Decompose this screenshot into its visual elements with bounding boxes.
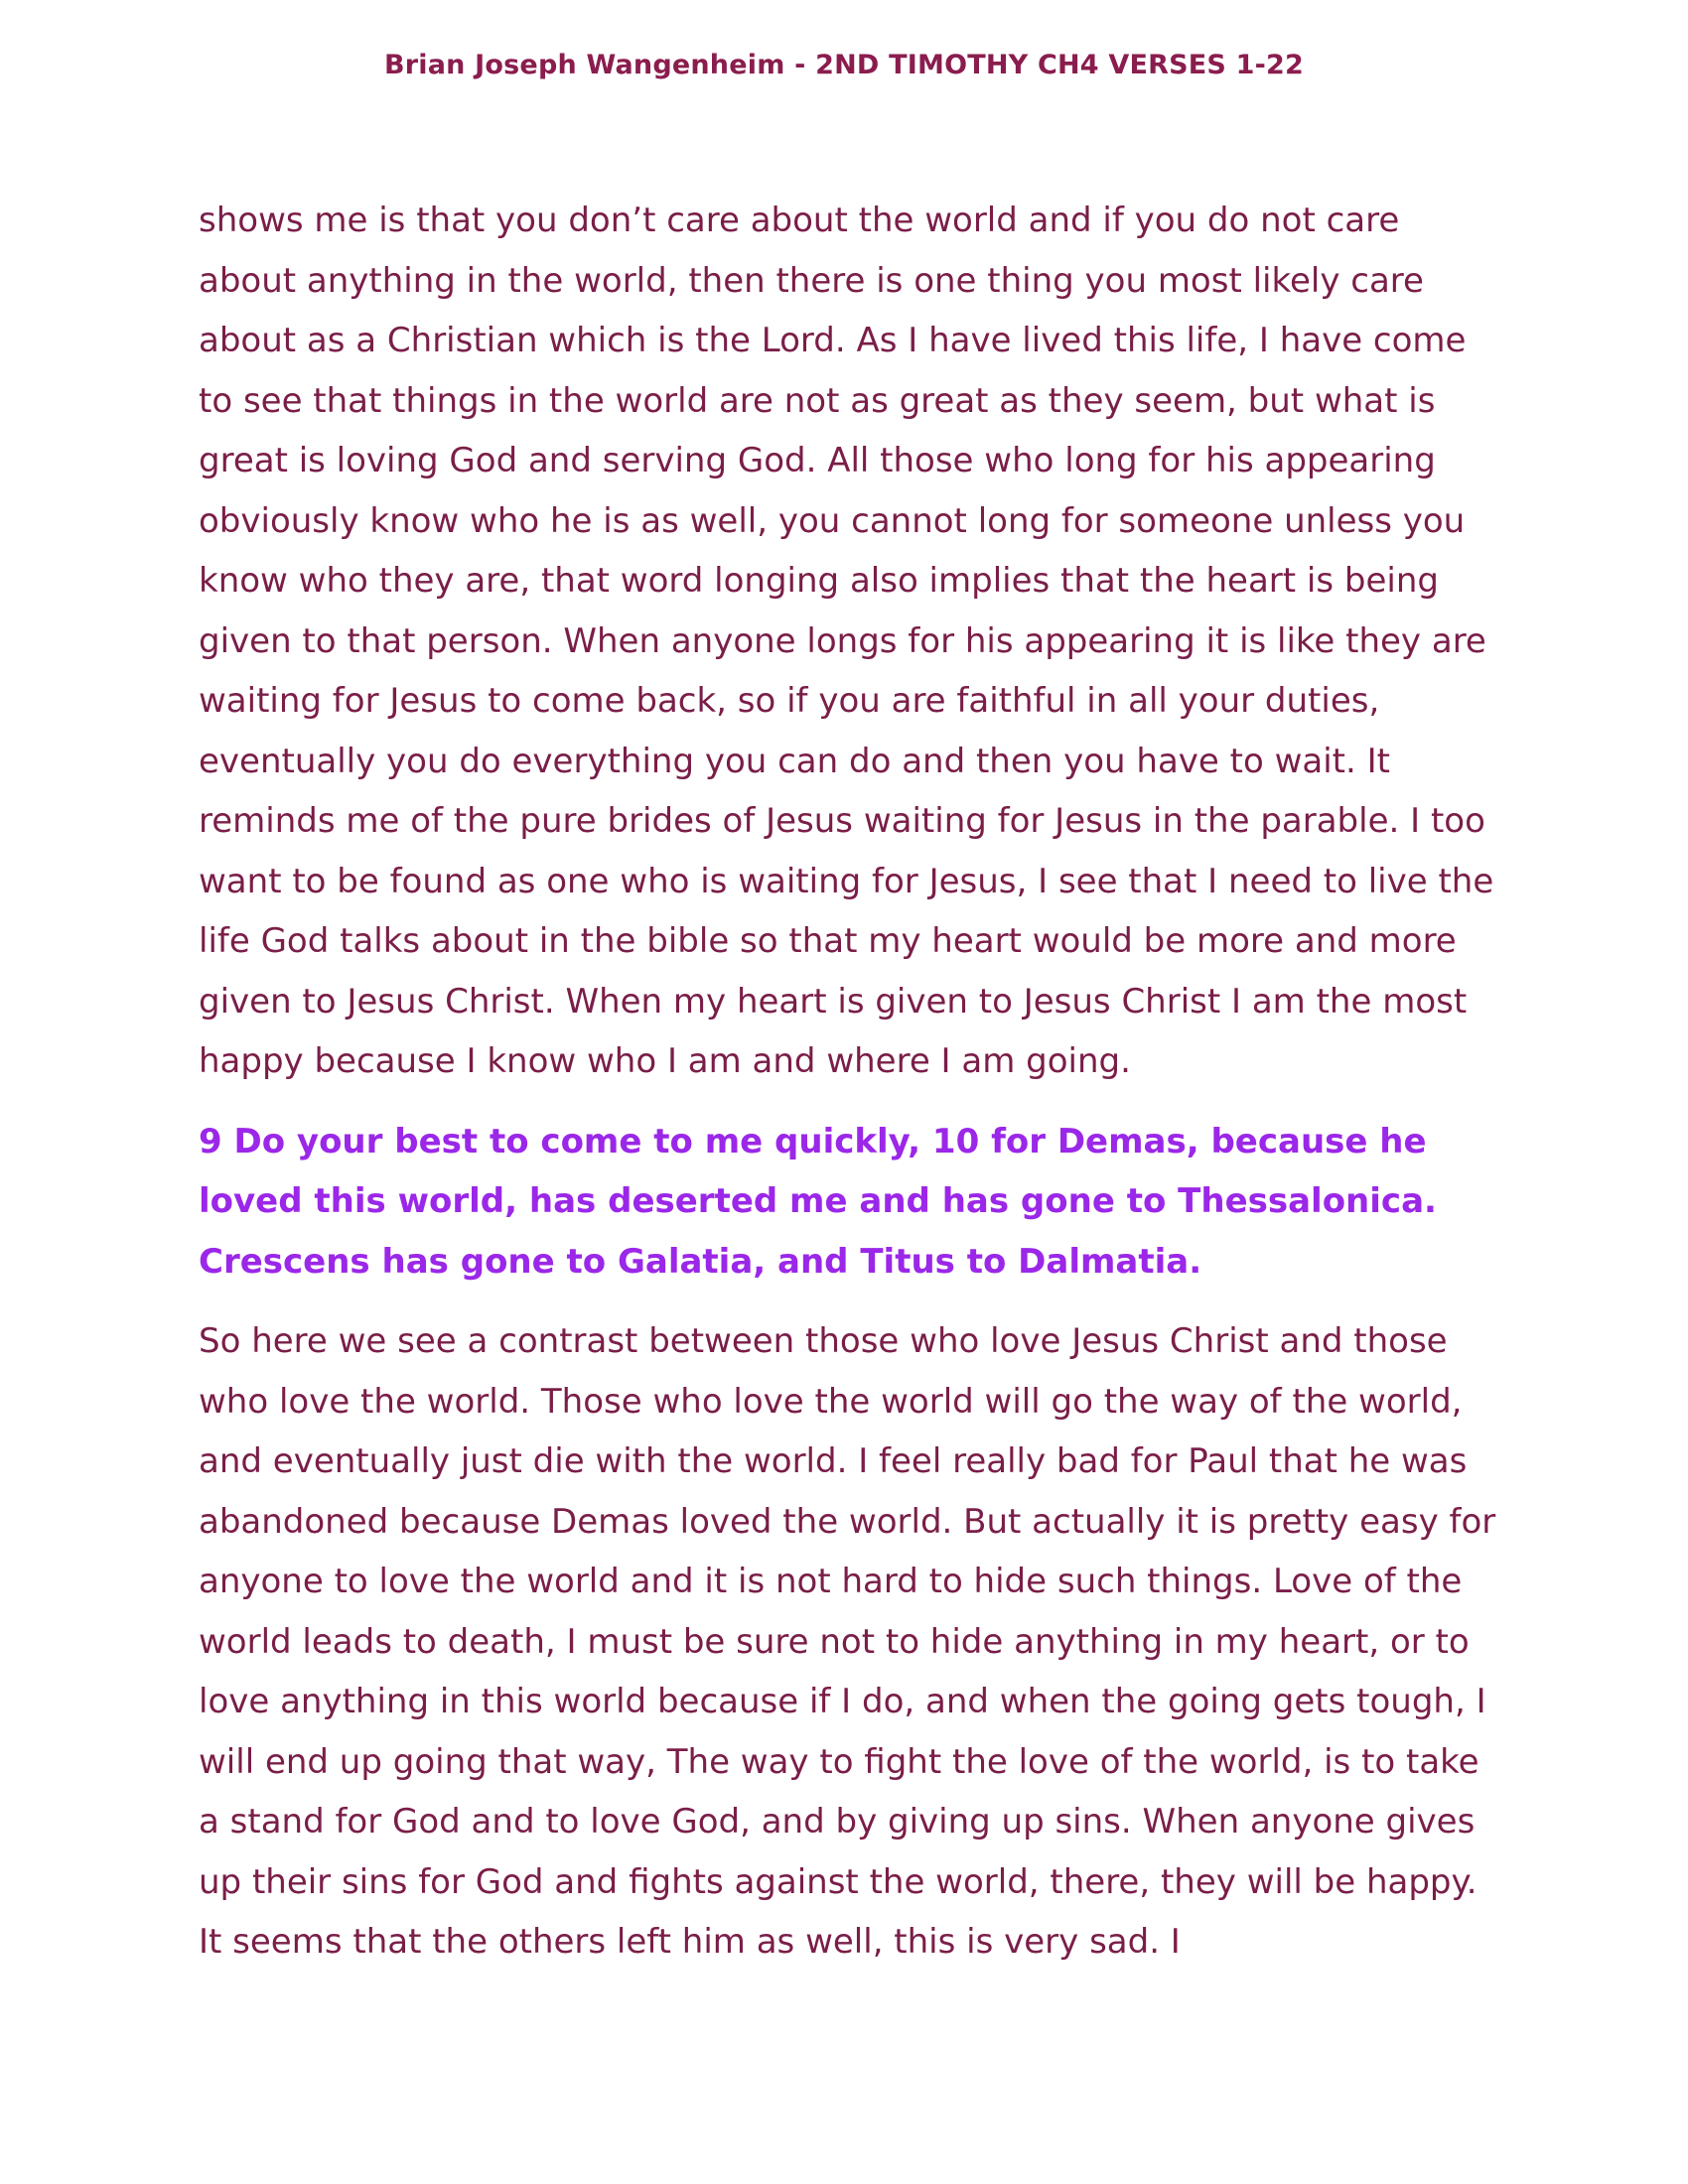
commentary-paragraph: shows me is that you don’t care about the world and if you do not care about anything in the world, then there is one thing you most likely care about as a Christian which is the Lord. As I have lived this life, I have come to see that things in the world are not as great as they seem, but what is great is loving God and serving God. All those who long for his appearing obviously know who he is as well, you cannot long for someone unless you know who they are, that word longing also implies that the heart is being given to that person. When anyone longs for his appearing it is like they are waiting for Jesus to come back, so if you are faithful in all your duties, eventually you do everything you can do and then you have to wait. It reminds me of the pure brides of Jesus waiting for Jesus in the parable. I too want to be found as one who is waiting for Jesus, I see that I need to live the life God talks about in the bible so that my heart would be more and more given to Jesus Christ. When my heart is given to Jesus Christ I am the most happy because I know who I am and where I am going. [199, 201, 1494, 1081]
scripture-verse: 9 Do your best to come to me quickly, 10 for Demas, because he loved this world, has deserted me and has gone to Thessalonica. Crescens has gone to Galatia, and Titus to Dalmatia. [199, 1121, 1437, 1282]
commentary-paragraph: So here we see a contrast between those who love Jesus Christ and those who love the world. Those who love the world will go the way of the world, and eventually just die with the world. I feel really bad for Paul that he was abandoned because Demas loved the world. But actually it is pretty easy for anyone to love the world and it is not hard to hide such things. Love of the world leads to death, I must be sure not to hide anything in my heart, or to love anything in this world because if I do, and when the going gets tough, I will end up going that way, The way to fight the love of the world, is to take a stand for God and to love God, and by giving up sins. When anyone gives up their sins for God and fights against the world, there, they will be happy. It seems that the others left him as well, this is very sad. I [199, 1321, 1496, 1962]
document-body [199, 191, 1499, 1992]
page-header: Brian Joseph Wangenheim - 2ND TIMOTHY CH4 VERSES 1-22 [383, 50, 1305, 80]
